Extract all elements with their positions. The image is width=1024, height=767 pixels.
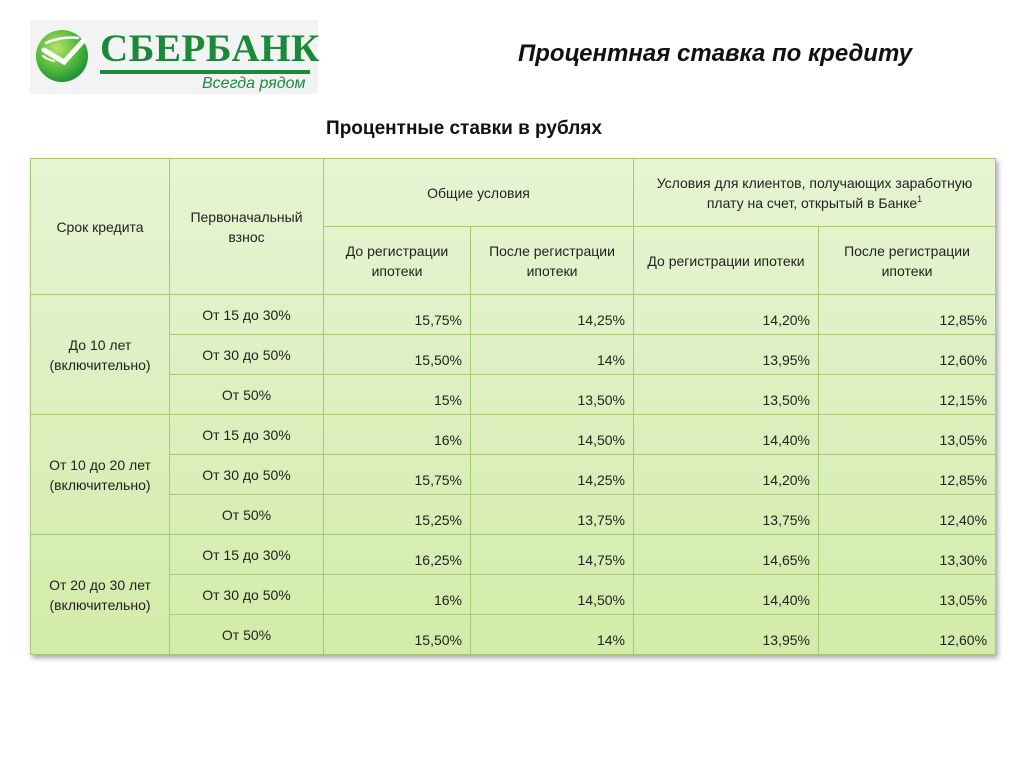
table-row: [31, 455, 996, 495]
down-payment-cell: От 50%: [170, 615, 324, 655]
down-payment-cell: От 30 до 50%: [170, 575, 324, 615]
table-row: [31, 615, 996, 655]
header-salary-text: Условия для клиентов, получающих заработную плату на счет, открытый в Банке: [656, 174, 973, 211]
rate-cell: 15,50%: [324, 335, 471, 375]
down-payment-cell: От 30 до 50%: [170, 335, 324, 375]
logo-tagline: Всегда рядом: [202, 75, 306, 92]
rate-cell: 13,05%: [819, 575, 996, 615]
header-general-conditions: Общие условия: [324, 159, 634, 227]
rate-cell: 13,95%: [634, 335, 819, 375]
sberbank-emblem-icon: [34, 28, 90, 84]
sberbank-logo: [30, 20, 318, 94]
rate-cell: 16%: [324, 415, 471, 455]
table-row: [31, 495, 996, 535]
rate-cell: 13,05%: [819, 415, 996, 455]
rate-cell: 13,75%: [634, 495, 819, 535]
rate-cell: 16,25%: [324, 535, 471, 575]
footnote-marker: 1: [917, 193, 923, 204]
rate-cell: 12,60%: [819, 615, 996, 655]
rate-cell: 15,25%: [324, 495, 471, 535]
rate-cell: 14,65%: [634, 535, 819, 575]
rate-cell: 14%: [471, 335, 634, 375]
rate-cell: 12,15%: [819, 375, 996, 415]
table-title: [0, 118, 928, 140]
rate-cell: 15%: [324, 375, 471, 415]
term-cell: До 10 лет (включительно): [31, 295, 170, 415]
rate-cell: 14,75%: [471, 535, 634, 575]
rate-cell: 12,40%: [819, 495, 996, 535]
rate-cell: 14%: [471, 615, 634, 655]
down-payment-cell: От 15 до 30%: [170, 295, 324, 335]
rate-cell: 13,50%: [634, 375, 819, 415]
logo-name: СБЕРБАНК: [100, 27, 320, 70]
table-row: [31, 415, 996, 455]
rate-cell: 12,60%: [819, 335, 996, 375]
rate-cell: 14,20%: [634, 455, 819, 495]
header-term: Срок кредита: [31, 159, 170, 295]
rate-cell: 14,25%: [471, 295, 634, 335]
table-row: [31, 575, 996, 615]
rate-cell: 14,20%: [634, 295, 819, 335]
table-row: [31, 375, 996, 415]
rate-cell: 14,50%: [471, 575, 634, 615]
header-general-after: После регистрации ипотеки: [471, 227, 634, 295]
page-title: Процентная ставка по кредиту: [518, 40, 913, 67]
rate-cell: 15,75%: [324, 295, 471, 335]
rate-cell: 13,95%: [634, 615, 819, 655]
table-title-text: Процентные ставки в рублях: [326, 118, 602, 139]
down-payment-cell: От 15 до 30%: [170, 535, 324, 575]
table-row: [31, 535, 996, 575]
table-row: [31, 295, 996, 335]
rate-cell: 13,75%: [471, 495, 634, 535]
table-row: [31, 335, 996, 375]
down-payment-cell: От 30 до 50%: [170, 455, 324, 495]
rate-cell: 12,85%: [819, 295, 996, 335]
rate-cell: 16%: [324, 575, 471, 615]
header-salary-conditions: [634, 159, 996, 227]
rate-cell: 14,25%: [471, 455, 634, 495]
rate-cell: 14,40%: [634, 415, 819, 455]
rate-cell: 12,85%: [819, 455, 996, 495]
rates-table: [30, 158, 996, 655]
rate-cell: 13,50%: [471, 375, 634, 415]
rate-cell: 14,40%: [634, 575, 819, 615]
header-down-payment: Первоначальный взнос: [170, 159, 324, 295]
rate-cell: 15,50%: [324, 615, 471, 655]
down-payment-cell: От 50%: [170, 495, 324, 535]
down-payment-cell: От 15 до 30%: [170, 415, 324, 455]
term-cell: От 10 до 20 лет (включительно): [31, 415, 170, 535]
down-payment-cell: От 50%: [170, 375, 324, 415]
logo-underline: [100, 70, 310, 74]
rate-cell: 13,30%: [819, 535, 996, 575]
rate-cell: 14,50%: [471, 415, 634, 455]
header-salary-after: После регистрации ипотеки: [819, 227, 996, 295]
header-general-before: До регистрации ипотеки: [324, 227, 471, 295]
term-cell: От 20 до 30 лет (включительно): [31, 535, 170, 655]
header-salary-before: До регистрации ипотеки: [634, 227, 819, 295]
rate-cell: 15,75%: [324, 455, 471, 495]
